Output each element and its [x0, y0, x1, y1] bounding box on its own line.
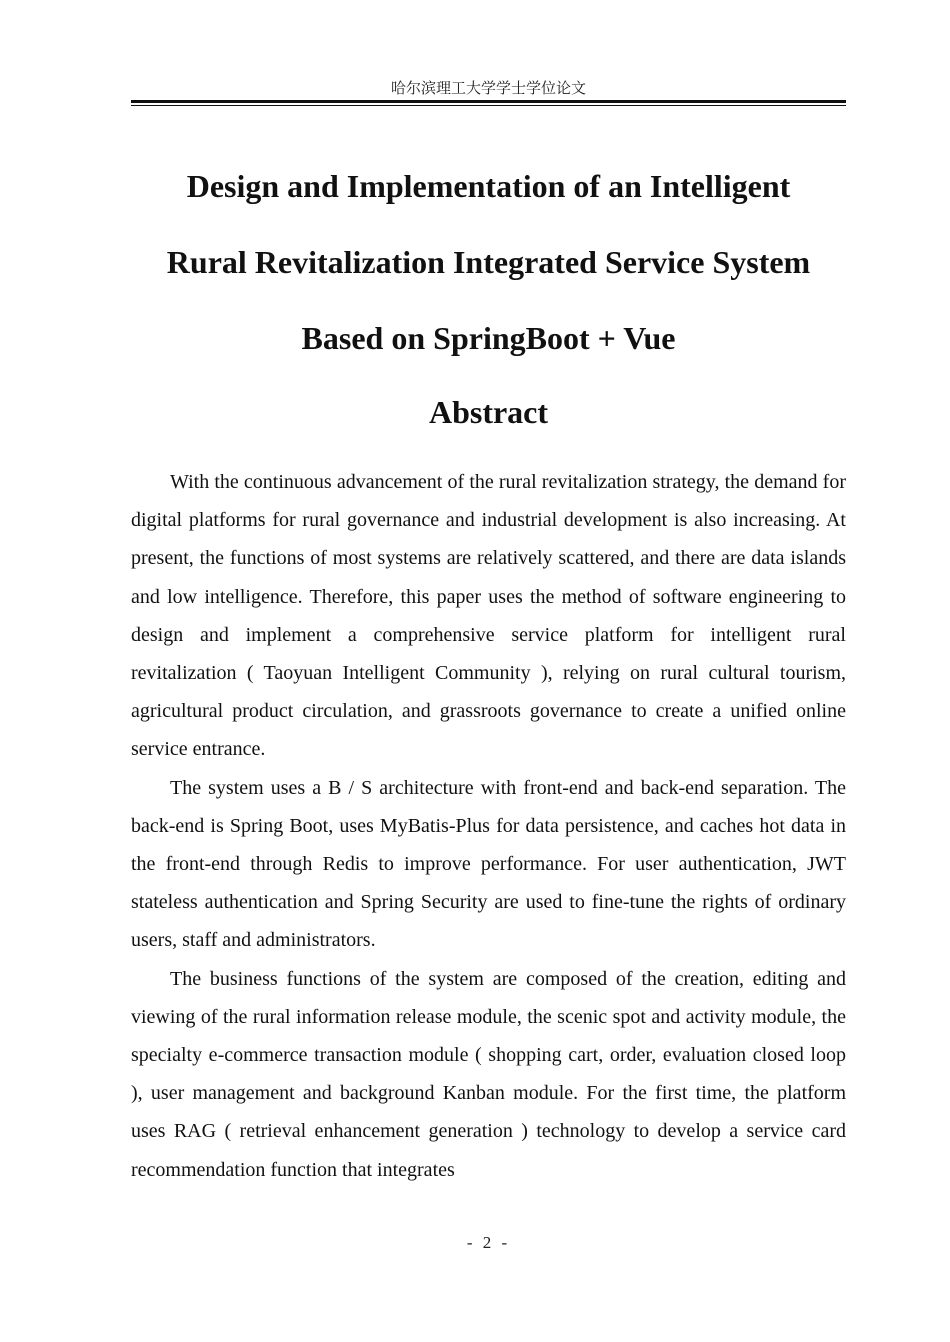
thesis-title-line-3: Based on SpringBoot + Vue	[301, 320, 676, 356]
page-number: - 2 -	[466, 1233, 511, 1252]
abstract-body	[131, 463, 846, 1189]
thesis-title	[131, 148, 846, 376]
abstract-paragraph-1: With the continuous advancement of the rural revitalization strategy, the demand for digital platforms for rural governance and industrial development is also increasing. At present, the functions of most systems are relatively scattered, and there are data islands and low intelligence. Therefore, this paper uses the method of software engineering to design and implement a comprehensive service platform for intelligent rural revitalization ( Taoyuan Intelligent Community ), relying on rural cultural tourism, agricultural product circulation, and grassroots governance to create a unified online service entrance.	[131, 471, 846, 761]
thesis-title-line-2: Rural Revitalization Integrated Service System	[166, 244, 811, 280]
thesis-title-line-1: Design and Implementation of an Intelligent	[186, 168, 791, 204]
running-header: 哈尔滨理工大学学士学位论文	[390, 79, 586, 97]
header-rule-thick	[131, 100, 846, 103]
abstract-paragraph-2: The system uses a B / S architecture with front-end and back-end separation. The back-end is Spring Boot, uses MyBatis-Plus for data persistence, and caches hot data in the front-end through Redis to improve performance. For user authentication, JWT stateless authentication and Spring Security are used to fine-tune the rights of ordinary users, staff and administrators.	[131, 776, 846, 952]
abstract-heading: Abstract	[428, 394, 549, 430]
abstract-paragraph-3: The business functions of the system are composed of the creation, editing and viewing of the rural information release module, the scenic spot and activity module, the specialty e-commerce transaction module ( shopping cart, order, evaluation closed loop ), user management and background Kanban module. For the first time, the platform uses RAG ( retrieval enhancement generation ) technology to develop a service card recommendation function that integrates	[131, 967, 846, 1181]
header-rule-thin	[131, 105, 846, 106]
